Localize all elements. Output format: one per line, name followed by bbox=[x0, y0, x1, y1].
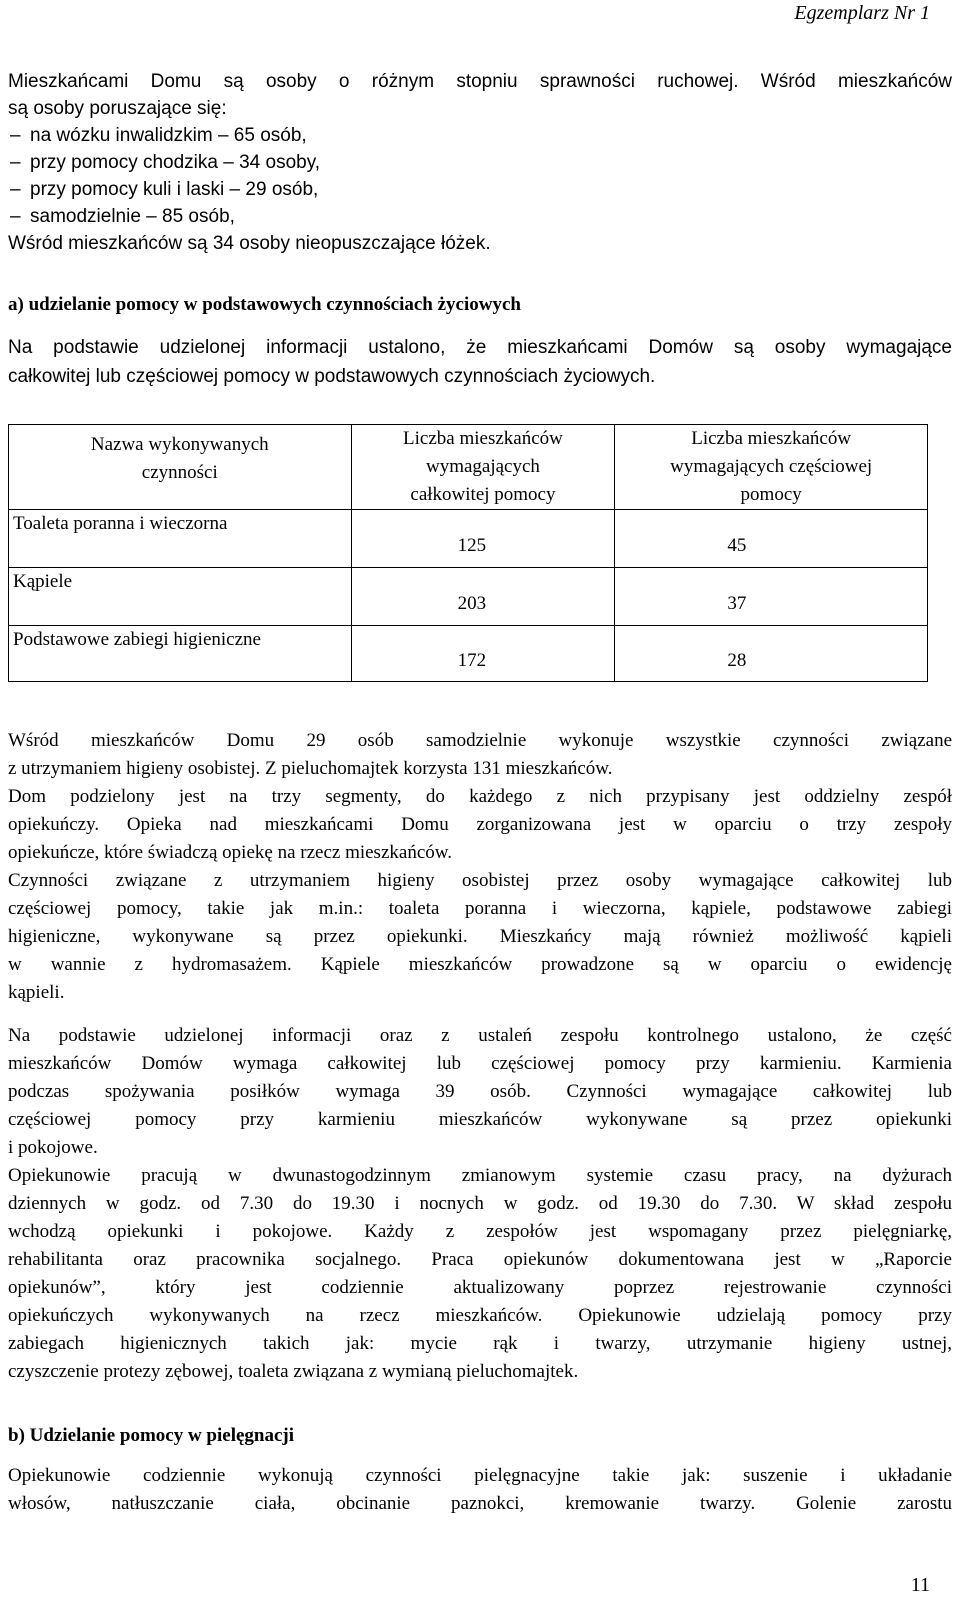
section-a-line: Na podstawie udzielonej informacji ustalono, że mieszkańcami Domów są osoby wymagające bbox=[8, 337, 952, 358]
list-item: – przy pomocy kuli i laski – 29 osób, bbox=[8, 176, 952, 203]
dash-bullet-icon: – bbox=[10, 206, 21, 227]
dash-bullet-icon: – bbox=[10, 179, 21, 200]
dash-bullet-icon: – bbox=[10, 125, 21, 146]
section-b-line: włosów, natłuszczanie ciała, obcinanie paznokci, kremowanie twarzy. Golenie zarostu bbox=[8, 1493, 952, 1514]
table-row bbox=[9, 510, 928, 568]
section-a-line: całkowitej lub częściowej pomocy w podstawowych czynnościach życiowych. bbox=[8, 366, 656, 387]
section-b-text bbox=[8, 1462, 952, 1518]
section-a-heading-block bbox=[8, 291, 952, 318]
column-header-full-help: Liczba mieszkańców wymagających całkowitej pomocy bbox=[351, 425, 615, 510]
table-row bbox=[9, 568, 928, 626]
paragraph-line: dziennych w godz. od 7.30 do 19.30 i nocnych w godz. od 19.30 do 7.30. W skład zespołu bbox=[8, 1193, 952, 1214]
paragraph-line: kąpieli. bbox=[8, 982, 65, 1003]
intro-line: są osoby poruszające się: bbox=[8, 98, 227, 119]
paragraph-line: opiekuńcze, które świadczą opiekę na rzecz mieszkańców. bbox=[8, 842, 452, 863]
list-item: – samodzielnie – 85 osób, bbox=[8, 203, 952, 230]
paragraph-line: w wannie z hydromasażem. Kąpiele mieszkańców prowadzone są w oparciu o ewidencję bbox=[8, 954, 952, 975]
paragraph-line: częściowej pomocy przy karmieniu mieszkańców wykonywane są przez opiekunki bbox=[8, 1109, 952, 1130]
section-b-line: Opiekunowie codziennie wykonują czynności pielęgnacyjne takie jak: suszenie i układanie bbox=[8, 1465, 952, 1486]
partial-help-count: 28 bbox=[615, 626, 928, 682]
paragraph-line: opiekuńczych wykonywanych na rzecz mieszkańców. Opiekunowie udzielają pomocy przy bbox=[8, 1305, 952, 1326]
paragraph-line: częściowej pomocy, takie jak m.in.: toaleta poranna i wieczorna, kąpiele, podstawowe zabiegi bbox=[8, 898, 952, 919]
dash-bullet-icon: – bbox=[10, 152, 21, 173]
section-a-text bbox=[8, 333, 952, 391]
paragraph-hygiene bbox=[8, 727, 952, 1007]
paragraph-line: zabiegach higienicznych takich jak: mycie rąk i twarzy, utrzymanie higieny ustnej, bbox=[8, 1333, 952, 1354]
paragraph-line: podczas spożywania posiłków wymaga 39 osób. Czynności wymagające całkowitej lub bbox=[8, 1081, 952, 1102]
paragraph-line: Czynności związane z utrzymaniem higieny osobistej przez osoby wymagające całkowitej lub bbox=[8, 870, 952, 891]
copy-label: Egzemplarz Nr 1 bbox=[794, 2, 930, 24]
activity-name: Toaleta poranna i wieczorna bbox=[9, 510, 352, 568]
full-help-count: 125 bbox=[351, 510, 615, 568]
table-row bbox=[9, 626, 928, 682]
page-number: 11 bbox=[910, 1574, 930, 1596]
paragraph-line: Na podstawie udzielonej informacji oraz z ustaleń zespołu kontrolnego ustalono, że część bbox=[8, 1025, 952, 1046]
full-help-count: 203 bbox=[351, 568, 615, 626]
intro-block bbox=[8, 68, 952, 257]
paragraph-line: opiekunów”, który jest codziennie aktualizowany poprzez rejestrowanie czynności bbox=[8, 1277, 952, 1298]
paragraph-line: rehabilitanta oraz pracownika socjalnego. Praca opiekunów dokumentowana jest w „Raporcie bbox=[8, 1249, 952, 1270]
intro-line: Mieszkańcami Domu są osoby o różnym stopniu sprawności ruchowej. Wśród mieszkańców bbox=[8, 71, 952, 92]
column-header-partial-help: Liczba mieszkańców wymagających częściowej pomocy bbox=[615, 425, 928, 510]
full-help-count: 172 bbox=[351, 626, 615, 682]
paragraph-line: wchodzą opiekunki i pokojowe. Każdy z zespołów jest wspomagany przez pielęgniarkę, bbox=[8, 1221, 952, 1242]
paragraph-feeding bbox=[8, 1022, 952, 1386]
paragraph-line: higieniczne, wykonywane są przez opiekunki. Mieszkańcy mają również możliwość kąpieli bbox=[8, 926, 952, 947]
paragraph-line: Opiekunowie pracują w dwunastogodzinnym zmianowym systemie czasu pracy, na dyżurach bbox=[8, 1165, 952, 1186]
paragraph-line: z utrzymaniem higieny osobistej. Z pieluchomajtek korzysta 131 mieszkańców. bbox=[8, 758, 613, 779]
activity-name: Kąpiele bbox=[9, 568, 352, 626]
list-item: – przy pomocy chodzika – 34 osoby, bbox=[8, 149, 952, 176]
intro-after-list: Wśród mieszkańców są 34 osoby nieopuszczające łóżek. bbox=[8, 233, 491, 254]
partial-help-count: 45 bbox=[615, 510, 928, 568]
paragraph-line: Dom podzielony jest na trzy segmenty, do każdego z nich przypisany jest oddzielny zespół bbox=[8, 786, 952, 807]
section-b-heading: b) Udzielanie pomocy w pielęgnacji bbox=[8, 1425, 295, 1446]
paragraph-line: mieszkańców Domów wymaga całkowitej lub częściowej pomocy przy karmieniu. Karmienia bbox=[8, 1053, 952, 1074]
list-item: – na wózku inwalidzkim – 65 osób, bbox=[8, 122, 952, 149]
paragraph-line: Wśród mieszkańców Domu 29 osób samodzielnie wykonuje wszystkie czynności związane bbox=[8, 730, 952, 751]
table-header-row bbox=[9, 425, 928, 510]
column-header-activity: Nazwa wykonywanych czynności bbox=[9, 425, 352, 510]
paragraph-line: czyszczenie protezy zębowej, toaleta związana z wymianą pieluchomajtek. bbox=[8, 1361, 579, 1382]
section-a-heading: a) udzielanie pomocy w podstawowych czynnościach życiowych bbox=[8, 294, 521, 315]
paragraph-line: i pokojowe. bbox=[8, 1137, 98, 1158]
partial-help-count: 37 bbox=[615, 568, 928, 626]
activity-name: Podstawowe zabiegi higieniczne bbox=[9, 626, 352, 682]
section-b-heading-block bbox=[8, 1422, 952, 1449]
paragraph-line: opiekuńczy. Opieka nad mieszkańcami Domu zorganizowana jest w oparciu o trzy zespoły bbox=[8, 814, 952, 835]
care-needs-table bbox=[8, 424, 928, 682]
